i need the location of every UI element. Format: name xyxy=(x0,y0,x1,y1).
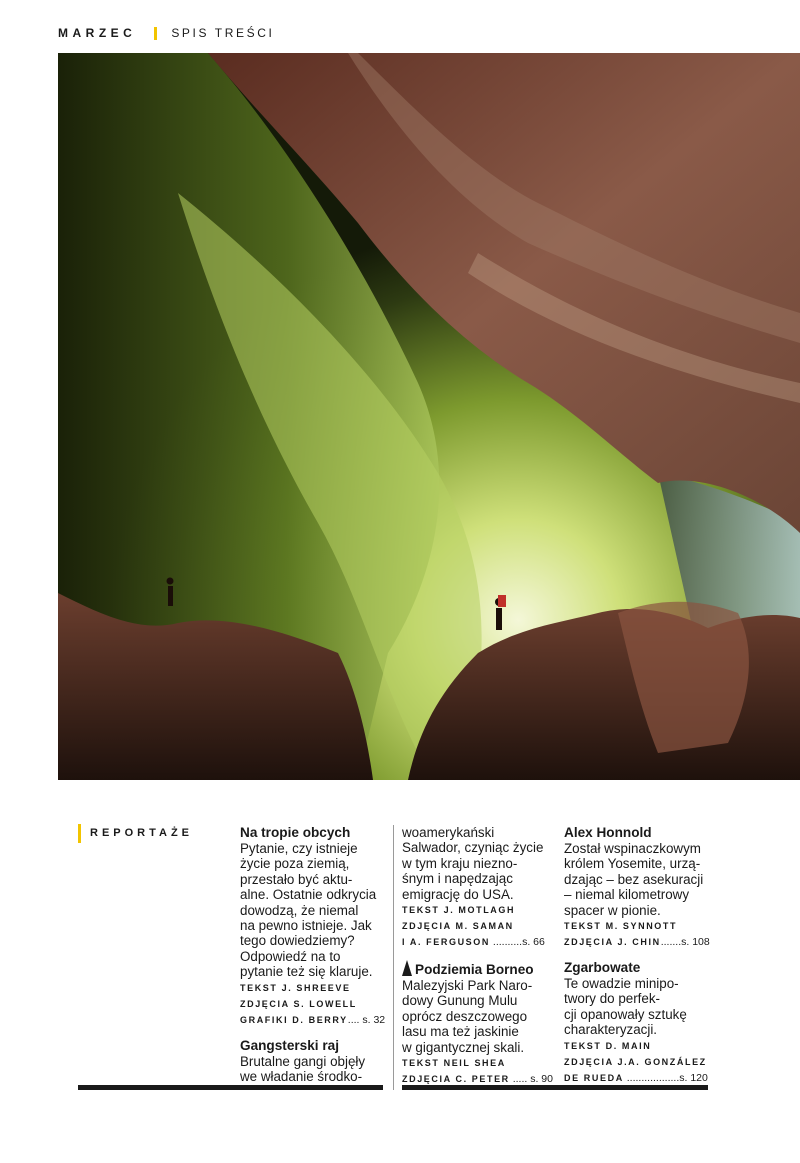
page-number: .... s. 32 xyxy=(347,1013,386,1026)
column-divider xyxy=(393,825,394,1090)
article-desc: woamerykański Salwador, czyniąc życie w tym kraju niezno- śnym i napędzając emigrację do USA. xyxy=(402,825,544,902)
article-credit: ZDJĘCIA M. SAMAN xyxy=(402,921,514,932)
article-credit: ZDJĘCIA S. LOWELL xyxy=(240,998,357,1009)
page-number: ..........s. 66 xyxy=(489,936,545,949)
article-credit: GRAFIKI D. BERRY.... s. 32 xyxy=(240,1013,386,1026)
header-accent-bar xyxy=(154,27,157,40)
article-desc: Te owadzie minipo- twory do perfek- cji opanowały sztukę charakteryzacji. xyxy=(564,976,687,1038)
article-credit: TEKST J. MOTLAGH xyxy=(402,905,516,916)
section-label xyxy=(78,823,193,843)
article-credit: TEKST M. SYNNOTT xyxy=(564,921,678,932)
cave-photo xyxy=(58,53,800,780)
article-title[interactable]: Gangsterski raj xyxy=(240,1037,339,1053)
article-credit: TEKST J. SHREEVE xyxy=(240,982,351,993)
toc-column-3 xyxy=(564,825,714,1086)
article-credit: I A. FERGUSON ..........s. 66 xyxy=(402,936,545,949)
article-desc: Brutalne gangi objęły we władanie środko- xyxy=(240,1053,366,1085)
article-desc: Został wspinaczkowym królem Yosemite, urzą- dzając – bez asekuracji – niemal kilometrowy spacer w pionie. xyxy=(564,841,704,918)
header-section: SPIS TREŚCI xyxy=(171,26,275,40)
bottom-rule-right xyxy=(402,1085,708,1090)
page-number: ..................s. 120 xyxy=(623,1071,708,1084)
article-title[interactable]: Alex Honnold xyxy=(564,825,652,840)
article-credit: DE RUEDA ..................s. 120 xyxy=(564,1071,708,1084)
article-credit: ZDJĘCIA J. CHIN.......s. 108 xyxy=(564,936,710,949)
article-credit: ZDJĘCIA C. PETER ..... s. 90 xyxy=(402,1073,553,1086)
bottom-rule-left xyxy=(78,1085,383,1090)
article-credit: TEKST NEIL SHEA xyxy=(402,1058,506,1069)
page-number: .......s. 108 xyxy=(660,936,710,949)
article-title[interactable]: Zgarbowate xyxy=(564,960,641,976)
toc-column-1 xyxy=(240,825,390,1084)
article-title[interactable]: Podziemia Borneo xyxy=(402,960,552,978)
section-accent-bar xyxy=(78,824,81,843)
article-desc: Pytanie, czy istnieje życie poza ziemią, przestało być aktu- alne. Ostatnie odkrycia dowodzą, że niemal na pewno istnieje. Jak tego dowiedziemy? Odpowiedź na to pytanie też się klaruje. xyxy=(240,841,377,980)
section-title: REPORTAŻE xyxy=(90,827,194,839)
article-credit: TEKST D. MAIN xyxy=(564,1040,652,1051)
cave-photo-icon xyxy=(58,53,800,780)
article-title[interactable]: Na tropie obcych xyxy=(240,825,351,840)
page-number: ..... s. 90 xyxy=(509,1073,553,1086)
article-credit: ZDJĘCIA J.A. GONZÁLEZ xyxy=(564,1056,707,1067)
page-header xyxy=(58,24,274,42)
article-desc: Malezyjski Park Naro- dowy Gunung Mulu oprócz deszczowego lasu ma też jaskinie w gigantycznej skali. xyxy=(402,978,533,1055)
toc-column-2 xyxy=(402,825,552,1087)
header-month: MARZEC xyxy=(58,26,137,40)
triangle-icon xyxy=(402,960,412,976)
